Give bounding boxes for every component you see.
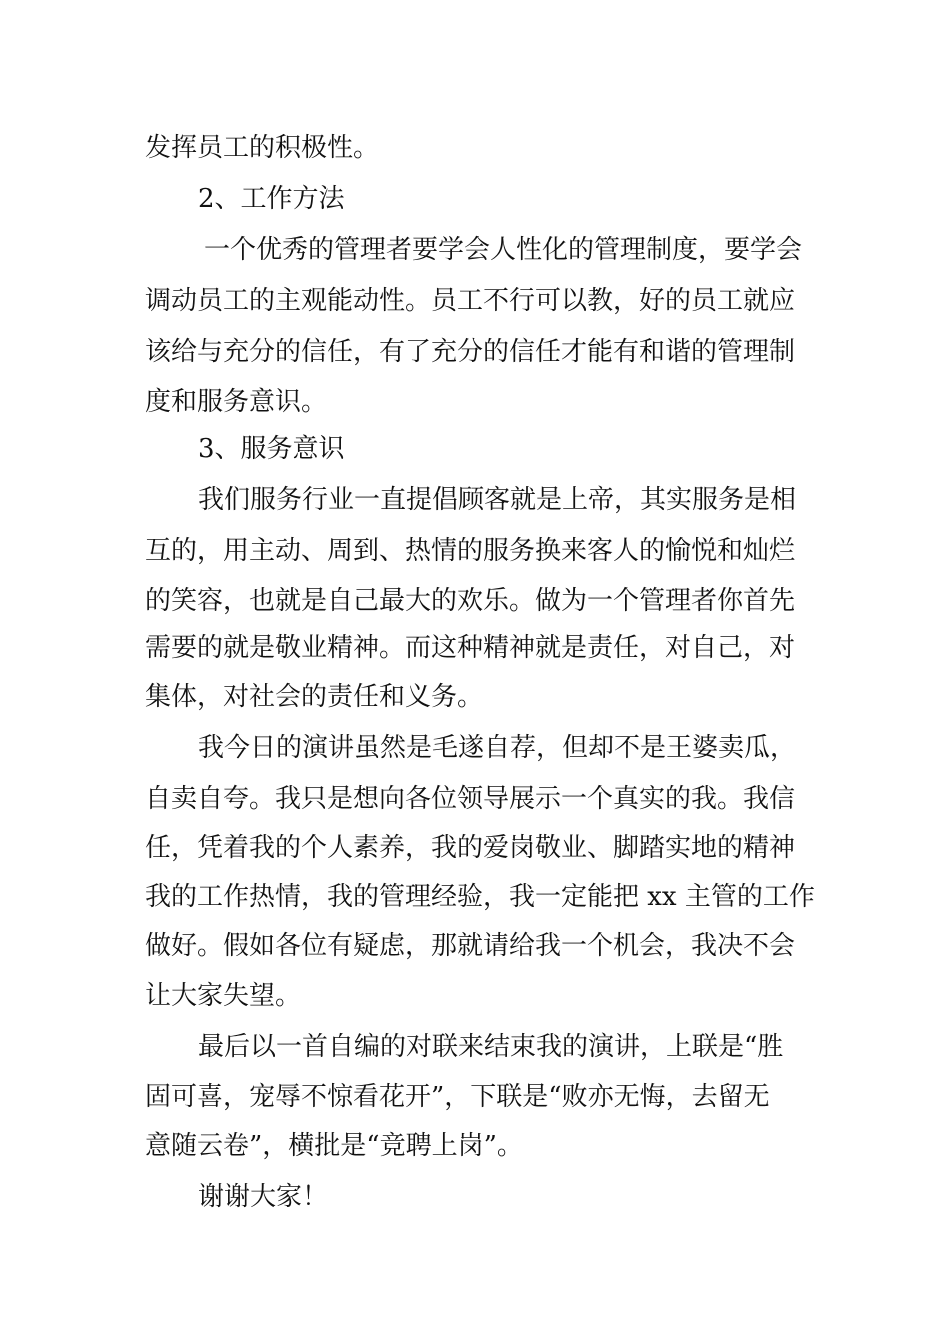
body-text-line: 集体，对社会的责任和义务。: [145, 682, 484, 712]
body-text-line: 互的，用主动、周到、热情的服务换来客人的愉悦和灿烂: [145, 536, 796, 566]
body-text-line: 发挥员工的积极性。: [145, 133, 380, 163]
body-text-line: 度和服务意识。: [145, 387, 328, 417]
body-text-line: 需要的就是敬业精神。而这种精神就是责任，对自己，对: [145, 633, 796, 663]
body-text-line: 一个优秀的管理者要学会人性化的管理制度，要学会: [204, 235, 803, 265]
body-text-line: 的笑容，也就是自己最大的欢乐。做为一个管理者你首先: [145, 586, 796, 616]
body-text-line: 我今日的演讲虽然是毛遂自荐，但却不是王婆卖瓜，: [198, 733, 797, 763]
body-text-line: 我们服务行业一直提倡顾客就是上帝，其实服务是相: [198, 485, 797, 515]
section-heading: 2、工作方法: [198, 184, 345, 214]
body-text-line: 固可喜，宠辱不惊看花开”，下联是“败亦无悔，去留无: [145, 1082, 770, 1112]
body-text-line: 自卖自夸。我只是想向各位领导展示一个真实的我。我信: [145, 784, 796, 814]
body-text-line: 该给与充分的信任，有了充分的信任才能有和谐的管理制: [145, 337, 796, 367]
body-text-line: 最后以一首自编的对联来结束我的演讲，上联是“胜: [198, 1032, 784, 1062]
body-text-line: 我的工作热情，我的管理经验，我一定能把 xx 主管的工作: [145, 882, 815, 912]
body-text-line: 调动员工的主观能动性。员工不行可以教，好的员工就应: [145, 286, 796, 316]
body-text-line: 让大家失望。: [145, 981, 302, 1011]
body-text-line: 意随云卷”，横批是“竞聘上岗”。: [145, 1131, 523, 1161]
section-heading: 3、服务意识: [198, 434, 345, 464]
body-text-line: 做好。假如各位有疑虑，那就请给我一个机会，我决不会: [145, 931, 796, 961]
body-text-line: 任，凭着我的个人素养，我的爱岗敬业、脚踏实地的精神: [145, 833, 796, 863]
closing-line: 谢谢大家！: [198, 1182, 329, 1212]
